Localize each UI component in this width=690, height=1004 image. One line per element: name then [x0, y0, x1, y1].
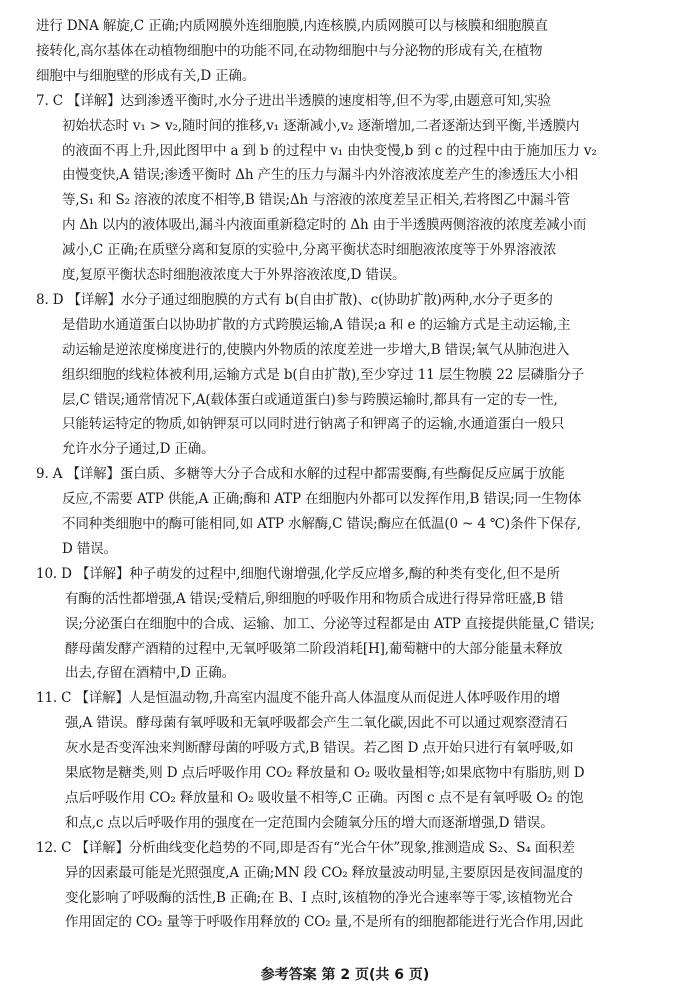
text-line: 只能转运特定的物质,如钠钾泵可以同时进行钠离子和钾离子的运输,水通道蛋白一般只 [62, 416, 565, 433]
text-line: 进行 DNA 解旋,C 正确;内质网膜外连细胞膜,内连核膜,内质网膜可以与核膜和细胞膜直 [36, 18, 548, 34]
text-line: 误;分泌蛋白在细胞中的合成、运输、加工、分泌等过程都是由 ATP 直接提供能量,C 错误; [65, 615, 595, 632]
text-line: 组织细胞的线粒体被利用,运输方式是 b(自由扩散),至少穿过 11 层生物膜 22 层磷脂分子 [62, 366, 585, 383]
text-line: 动运输是逆浓度梯度进行的,使膜内外物质的浓度差进一步增大,B 错误;氧气从肺泡进入 [62, 341, 570, 358]
text-line: 是借助水通道蛋白以协助扩散的方式跨膜运输,A 错误;a 和 e 的运输方式是主动运输,主 [62, 316, 571, 333]
text-line: 由慢变快,A 错误;渗透平衡时 Δh 产生的压力与漏斗内外溶液浓度差产生的渗透压大小相 [62, 167, 578, 184]
text-line: 允许水分子通过,D 正确。 [62, 441, 215, 458]
text-line: 10. D 【详解】种子萌发的过程中,细胞代谢增强,化学反应增多,酶的种类有变化,但不是所 [36, 565, 560, 582]
text-line: 12. C 【详解】分析曲线变化趋势的不同,即是否有“光合午休”现象,推测造成 S₂、S₄ 面积差 [36, 839, 575, 856]
text-line: 等,S₁ 和 S₂ 溶液的浓度不相等,B 错误;Δh 与溶液的浓度差呈正相关,若将图乙中漏斗管 [62, 192, 571, 209]
text-line: 接转化,高尔基体在动植物细胞中的功能不同,在动物细胞中与分泌物的形成有关,在植物 [36, 42, 543, 59]
text-line: 反应,不需要 ATP 供能,A 正确;酶和 ATP 在细胞内外都可以发挥作用,B 错误;同一生物体 [62, 491, 582, 508]
text-line: 11. C 【详解】人是恒温动物,升高室内温度不能升高人体温度从而促进人体呼吸作用的增 [36, 690, 561, 707]
text-line: 作用固定的 CO₂ 量等于呼吸作用释放的 CO₂ 量,不是所有的细胞都能进行光合作用,因此 [65, 914, 584, 931]
text-line: 有酶的活性都增强,A 错误;受精后,卵细胞的呼吸作用和物质合成进行得异常旺盛,B 错 [65, 590, 564, 607]
text-line: 度,复原平衡状态时细胞液浓度大于外界溶液浓度,D 错误。 [62, 267, 406, 283]
text-line: 灰水是否变浑浊来判断酵母菌的呼吸方式,B 错误。若乙图 D 点开始只进行有氧呼吸,如 [65, 740, 574, 757]
text-line: 的液面不再上升,因此图甲中 a 到 b 的过程中 v₁ 由快变慢,b 到 c 的过程中由于施加压力 v₂ [62, 142, 597, 159]
text-line: D 错误。 [62, 540, 117, 557]
text-line: 和点,c 点以后呼吸作用的强度在一定范围内会随氧分压的增大而逐渐增强,D 错误。 [65, 814, 554, 831]
text-line: 出去,存留在酒精中,D 正确。 [65, 665, 235, 682]
text-line: 细胞中与细胞壁的形成有关,D 正确。 [36, 67, 256, 84]
text-line: 异的因素最可能是光照强度,A 正确;MN 段 CO₂ 释放量波动明显,主要原因是夜间温度的 [65, 864, 583, 881]
text-line: 果底物是糖类,则 D 点后呼吸作用 CO₂ 释放量和 O₂ 吸收量相等;如果底物中有脂肪,则 D [65, 765, 585, 781]
text-line: 9. A 【详解】蛋白质、多糖等大分子合成和水解的过程中都需要酶,有些酶促反应属于放能 [36, 466, 565, 483]
text-line: 7. C 【详解】达到渗透平衡时,水分子进出半透膜的速度相等,但不为零,由题意可知,实验 [36, 92, 551, 109]
text-line: 初始状态时 v₁ > v₂,随时间的推移,v₁ 逐渐减小,v₂ 逐渐增加,二者逐渐达到平衡,半透膜内 [62, 117, 580, 134]
page-footer: 参考答案 第 2 页(共 6 页) [260, 967, 430, 983]
text-line: 变化影响了呼吸酶的活性,B 正确;在 B、I 点时,该植物的净光合速率等于零,该植物光合 [65, 889, 573, 906]
text-line: 内 Δh 以内的液体吸出,漏斗内液面重新稳定时的 Δh 由于半透膜两侧溶液的浓度差减小而 [62, 217, 587, 234]
text-line: 点后呼吸作用 CO₂ 释放量和 O₂ 吸收量不相等,C 正确。丙图 c 点不是有氧呼吸 O₂ 的饱 [65, 789, 584, 806]
text-line: 酵母菌发酵产酒精的过程中,无氧呼吸第二阶段消耗[H],葡萄糖中的大部分能量未释放 [65, 640, 563, 657]
text-line: 不同种类细胞中的酶可能相同,如 ATP 水解酶,C 错误;酶应在低温(0 ~ 4 ℃)条件下保存, [62, 516, 581, 532]
text-line: 减小,C 正确;在质壁分离和复原的实验中,分离平衡状态时细胞液浓度等于外界溶液浓 [62, 242, 557, 259]
text-line: 层,C 错误;通常情况下,A(载体蛋白或通道蛋白)参与跨膜运输时,都具有一定的专一性, [62, 391, 558, 408]
text-line: 8. D 【详解】水分子通过细胞膜的方式有 b(自由扩散)、c(协助扩散)两种,水分子更多的 [36, 291, 553, 308]
text-line: 强,A 错误。酵母菌有氧呼吸和无氧呼吸都会产生二氧化碳,因此不可以通过观察澄清石 [65, 715, 568, 732]
